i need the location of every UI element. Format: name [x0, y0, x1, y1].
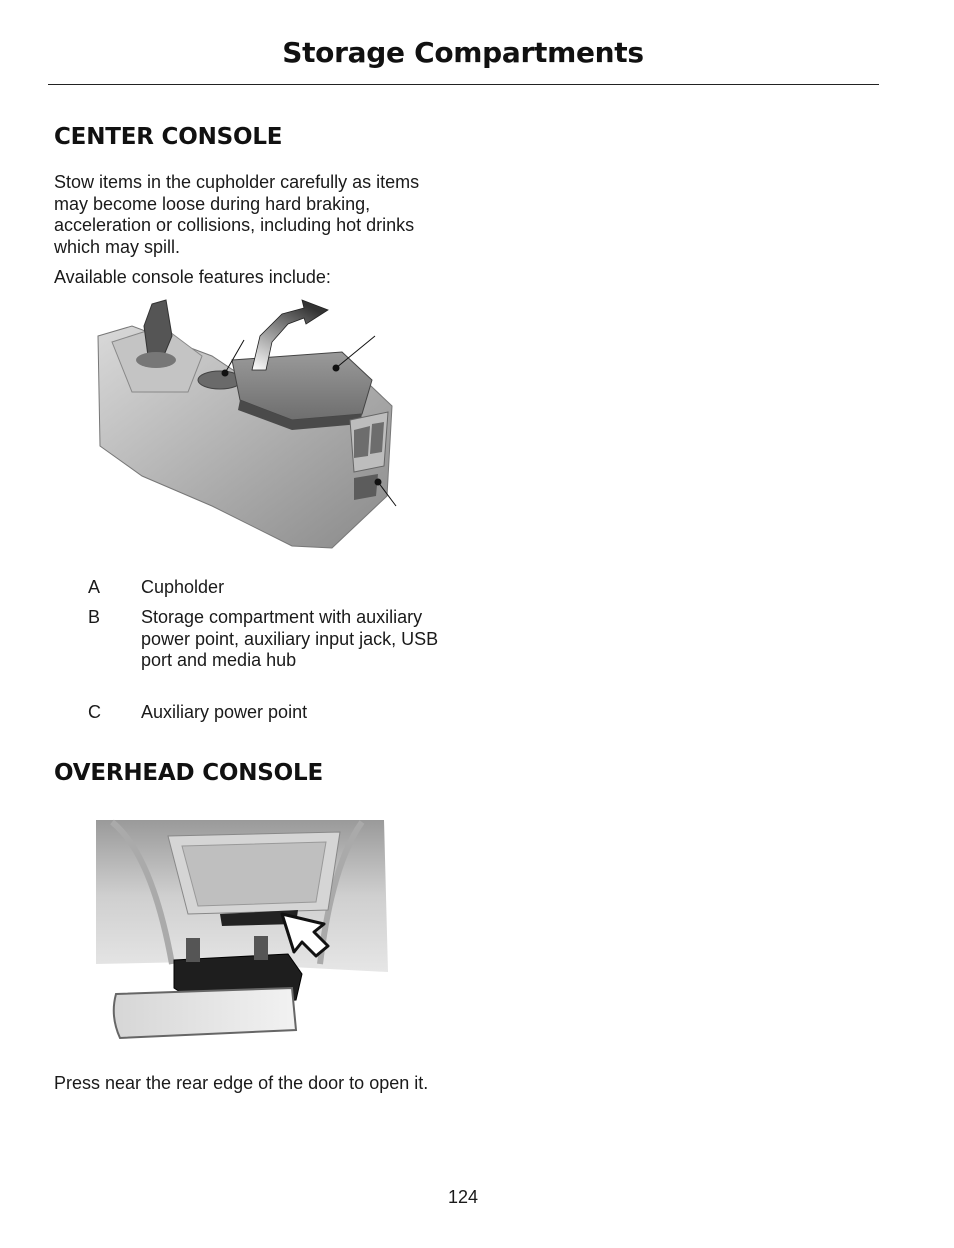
legend-text: Cupholder [141, 577, 225, 597]
page-title: Storage Compartments [282, 36, 644, 69]
center-console-heading: CENTER CONSOLE [54, 124, 283, 150]
legend-text: Auxiliary power point [141, 702, 308, 722]
legend-text: Storage compartment with auxiliary power point, auxiliary input jack, USB port and media hub [141, 607, 439, 670]
legend-key: A [88, 577, 101, 597]
overhead-console-heading: OVERHEAD CONSOLE [54, 760, 323, 786]
center-console-warning-text: Stow items in the cupholder carefully as items may become loose during hard braking, acceleration or collisions, including hot drinks which may spill. [54, 172, 420, 257]
overhead-console-illustration [92, 814, 392, 1044]
legend-key: B [88, 607, 101, 627]
center-console-illustration [92, 296, 412, 558]
page-number: 124 [447, 1187, 479, 1207]
console-features-intro: Available console features include: [54, 267, 331, 287]
legend-key: C [88, 702, 101, 722]
overhead-console-instruction: Press near the rear edge of the door to open it. [54, 1073, 429, 1093]
title-divider [48, 84, 879, 85]
